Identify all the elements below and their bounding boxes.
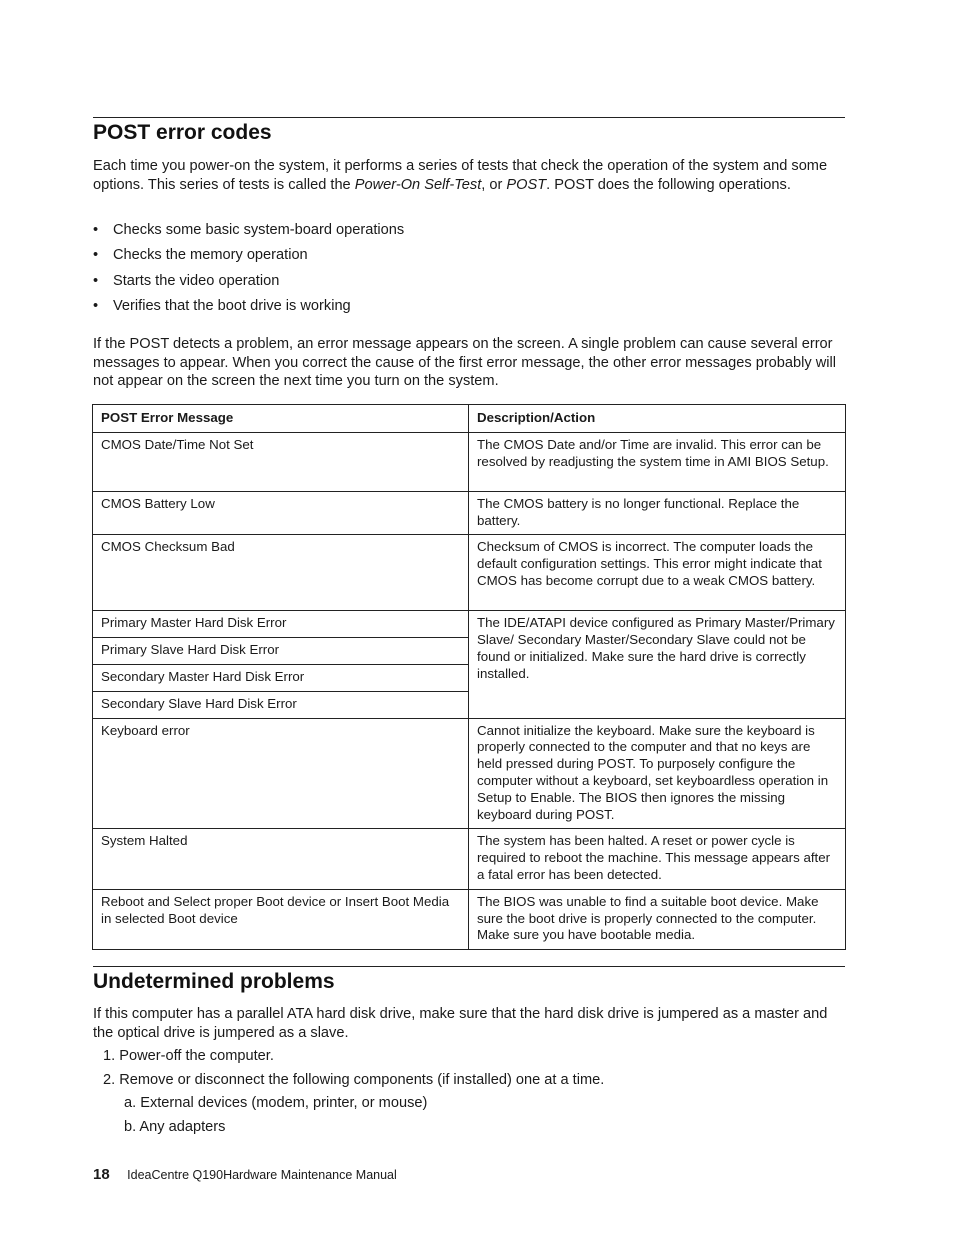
post-acronym: POST: [506, 176, 547, 193]
error-message-cell: Secondary Master Hard Disk Error: [93, 664, 469, 691]
undetermined-intro-paragraph: If this computer has a parallel ATA hard disk drive, make sure that the hard disk drive is jumpered as a master and the optical drive is jumpered as a slave.: [93, 1006, 828, 1041]
manual-title: IdeaCentre Q190Hardware Maintenance Manual: [127, 1168, 397, 1182]
error-message-cell: Primary Master Hard Disk Error: [93, 611, 469, 638]
table-row: [93, 889, 846, 949]
table-header-row: [93, 405, 846, 433]
post-problem-paragraph: If the POST detects a problem, an error message appears on the screen. A single problem can cause several error messages to appear. When you correct the cause of the first error message, the other error messages probably will not appear on the screen the next time you turn on the system.: [93, 336, 837, 390]
error-message-cell: Secondary Slave Hard Disk Error: [93, 691, 469, 718]
post-section-title: POST error codes: [93, 121, 272, 144]
column-header-message: POST Error Message: [93, 405, 469, 433]
table-row: [93, 718, 846, 829]
list-item: a. External devices (modem, printer, or mouse): [124, 1095, 428, 1111]
list-item: • Checks the memory operation: [93, 246, 404, 271]
description-cell: The CMOS battery is no longer functional. Replace the battery.: [469, 491, 846, 535]
description-cell: The CMOS Date and/or Time are invalid. This error can be resolved by readjusting the system time in AMI BIOS Setup.: [469, 432, 846, 491]
error-message-cell: CMOS Checksum Bad: [93, 535, 469, 611]
post-full-name: Power-On Self-Test: [354, 176, 482, 193]
page-footer: [93, 1166, 397, 1183]
table-row: [93, 829, 846, 889]
undetermined-section-title: Undetermined problems: [93, 970, 335, 993]
description-cell: The IDE/ATAPI device configured as Primary Master/Primary Slave/ Secondary Master/Secondary Slave could not be found or initialized. Make sure the hard drive is correctly installed.: [469, 611, 846, 718]
section-rule-top: [93, 117, 845, 118]
error-message-cell: System Halted: [93, 829, 469, 889]
list-item: 2. Remove or disconnect the following components (if installed) one at a time.: [103, 1071, 605, 1088]
error-message-cell: CMOS Battery Low: [93, 491, 469, 535]
list-item: • Starts the video operation: [93, 272, 404, 297]
description-cell: The system has been halted. A reset or power cycle is required to reboot the machine. This message appears after a fatal error has been detected.: [469, 829, 846, 889]
column-header-description: Description/Action: [469, 405, 846, 433]
error-message-cell: Reboot and Select proper Boot device or Insert Boot Media in selected Boot device: [93, 889, 469, 949]
list-item: • Verifies that the boot drive is working: [93, 297, 404, 322]
description-cell: Cannot initialize the keyboard. Make sure the keyboard is properly connected to the computer and that no keys are held pressed during POST. To purposely configure the computer without a keyboard, set keyboardless operation in Setup to Enable. The BIOS then ignores the missing keyboard during POST.: [469, 718, 846, 829]
post-operations-list: [93, 221, 404, 322]
list-item: • Checks some basic system-board operations: [93, 221, 404, 246]
list-item: 1. Power-off the computer.: [103, 1048, 274, 1064]
list-item: b. Any adapters: [124, 1119, 226, 1135]
table-row: [93, 432, 846, 491]
table-row: [93, 611, 846, 638]
page-number: 18: [93, 1166, 110, 1183]
error-message-cell: Keyboard error: [93, 718, 469, 829]
post-intro-paragraph: Each time you power-on the system, it performs a series of tests that check the operation of the system and some options. This series of tests is called the Power-On Self-Test, or POST. POST does the following operations.: [93, 158, 828, 193]
error-message-cell: Primary Slave Hard Disk Error: [93, 638, 469, 665]
table-row: [93, 535, 846, 611]
section-rule-undetermined: [93, 966, 845, 967]
description-cell: Checksum of CMOS is incorrect. The computer loads the default configuration settings. This error might indicate that CMOS has become corrupt due to a weak CMOS battery.: [469, 535, 846, 611]
error-message-cell: CMOS Date/Time Not Set: [93, 432, 469, 491]
description-cell: The BIOS was unable to find a suitable boot device. Make sure the boot drive is properly connected to the computer. Make sure you have bootable media.: [469, 889, 846, 949]
table-row: [93, 491, 846, 535]
post-error-table: [92, 404, 846, 950]
undetermined-steps-list: [103, 1047, 604, 1142]
